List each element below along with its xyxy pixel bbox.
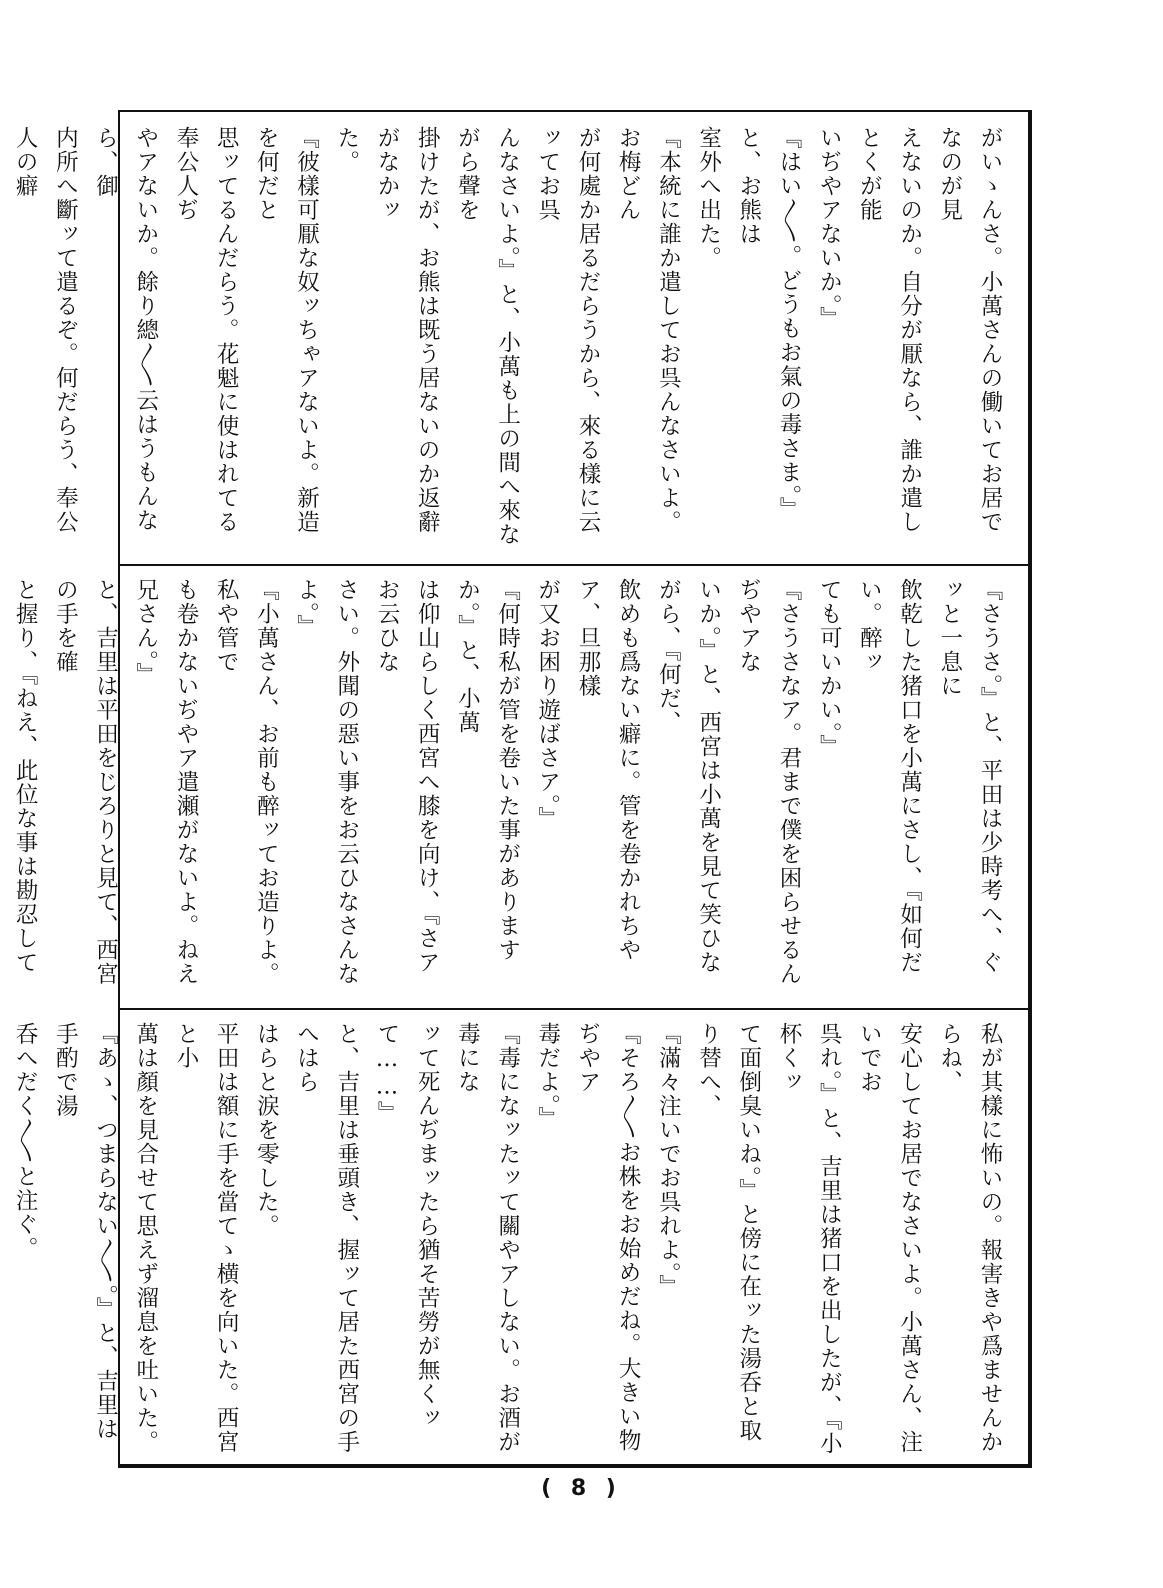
text-column: が又お困り遊ばさア。』 xyxy=(534,578,561,831)
text-column: と、吉里は垂頭き、握ッて居た西宮の手へはら xyxy=(293,1022,360,1454)
text-column: 『毒になッたッて關やアしない。お酒が毒にな xyxy=(454,1022,521,1454)
text-column: 掛けたが、お熊は既う居ないのか返辭がなかッ xyxy=(373,126,441,534)
text-column xyxy=(0,1022,5,1456)
text-column: 飲乾した猪口を小萬にさし、『如何だい。醉ッ xyxy=(856,578,923,975)
text-column: 『彼樣可厭な奴ッちゃアないよ。新造を何だと xyxy=(253,126,320,534)
text-column: 毒だよ。』 xyxy=(534,1022,561,1131)
text-column: 呑へだく〳〵と注ぐ。 xyxy=(12,1022,39,1261)
text-column: 『本統に誰か遣してお呉んなさいよ。お梅どん xyxy=(615,126,682,534)
vertical-text-block xyxy=(12,126,1010,554)
text-column: いぢやアないか。』 xyxy=(816,126,843,331)
text-column: 『何時私が管を卷いた事がありますか。』と、小萬 xyxy=(454,578,521,962)
text-column: がいゝんさ。小萬さんの働いてお居でなのが見 xyxy=(936,126,1003,534)
text-band-top xyxy=(12,112,1028,564)
text-column: 萬は顏を見合せて思えず溜息を吐いた。 xyxy=(132,1022,159,1454)
text-column: 『さうさ。』と、平田は少時考へ、ぐッと一息に xyxy=(936,578,1003,975)
text-column: 内所へ斷ッて遣るぞ。何だらう、奉公人の癖 xyxy=(12,126,79,534)
text-column: も卷かないぢやア遣瀬がないよ。ねえ兄さん。』 xyxy=(132,578,199,986)
text-column: ッて死んぢまッたら猶そ苦勞が無くッて……』 xyxy=(373,1022,441,1430)
text-column: と握り、『ねえ、此位な事は勘忍して xyxy=(12,578,39,975)
text-column: 呉れ。』と、吉里は猪口を出したが、『小杯くッ xyxy=(775,1022,843,1456)
text-column: 飲めも爲ない癖に。管を卷かれちやア、旦那樣 xyxy=(574,578,642,962)
text-column: 安心してお居でなさいよ。小萬さん、注いでお xyxy=(856,1022,923,1454)
text-column: 『そろ〳〵お株をお始めだね。大きい物ぢやア xyxy=(574,1022,642,1453)
text-column: はらと涙を零した。 xyxy=(253,1022,280,1238)
text-column: 思ッてるんだらう。花魁に使はれてる奉公人ぢ xyxy=(172,126,240,534)
text-column: た。 xyxy=(333,126,360,174)
text-column: 私が其樣に怖いの。報害きや爲ませんからね、 xyxy=(936,1022,1003,1454)
text-column: 『小萬さん、お前も醉ッてお造りよ。私や管で xyxy=(213,578,280,986)
text-column: ても可いかい。』 xyxy=(816,578,843,759)
text-column: さい。外聞の惡い事をお云ひなさんなよ。』 xyxy=(293,578,360,986)
text-column: 室外へ出た。 xyxy=(695,126,722,270)
text-column: んなさいよ。』と、小萬も上の間へ來ながら聲を xyxy=(454,126,521,547)
text-column: いか。』と、西宮は小萬を見て笑ひながら、『何だ、 xyxy=(655,578,722,975)
text-column: 平田は額に手を當てゝ横を向いた。西宮と小 xyxy=(172,1022,240,1454)
text-band-middle xyxy=(12,564,1028,1008)
text-column: えないのか。自分が厭なら、誰か遣しとくが能 xyxy=(856,126,923,534)
text-column: 『あゝ、つまらない〳〵。』と、吉里は手酌で湯 xyxy=(52,1022,119,1442)
text-column: 『滿々注いでお呉れよ。』 xyxy=(655,1022,682,1299)
page-number: ( 8 ) xyxy=(541,1476,622,1501)
vertical-text-block xyxy=(12,1022,1010,1456)
text-band-bottom xyxy=(12,1008,1028,1466)
text-column: が何處か居るだらうから、來る樣に云ッてお呉 xyxy=(534,126,601,534)
text-column: は仰山らしく西宮へ膝を向け、『さアお云ひな xyxy=(373,578,441,975)
text-column: て面倒臭いね。』と傍に在ッた湯呑と取り替へ、 xyxy=(695,1022,762,1443)
vertical-text-block xyxy=(12,578,1010,998)
page-frame xyxy=(12,110,1032,1468)
text-column: やアないか。餘り總〳〵云はうもんなら、御 xyxy=(92,126,159,533)
text-column: と、吉里は平田をじろりと見て、西宮の手を確 xyxy=(52,578,119,986)
text-column: 『さうさなア。君まで僕を困らせるんぢやアな xyxy=(735,578,802,986)
text-column: 『はい〳〵。どうもお氣の毒さま。』と、お熊は xyxy=(735,126,802,522)
